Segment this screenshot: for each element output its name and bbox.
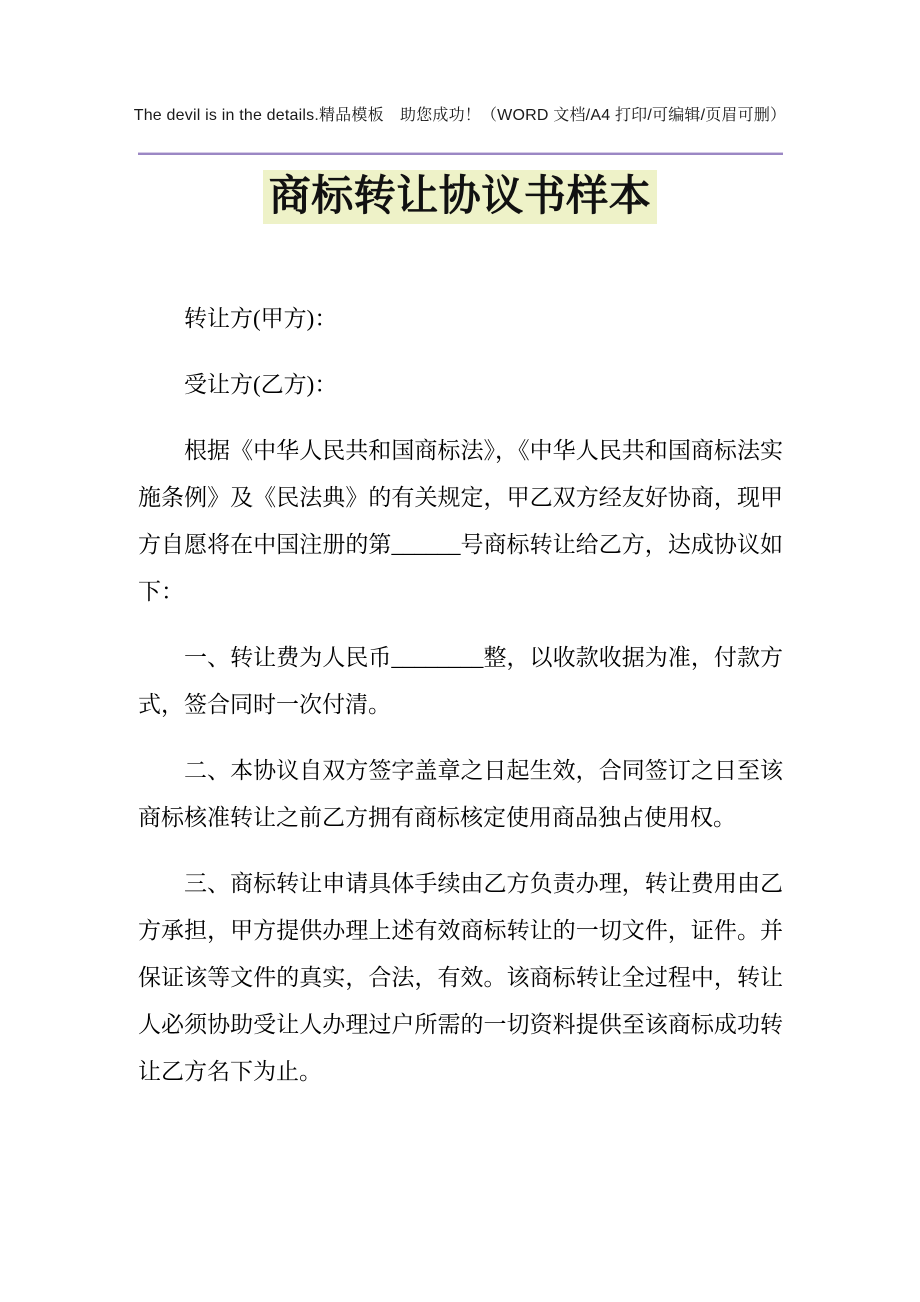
body-paragraph-clause-2: 二、本协议自双方签字盖章之日起生效，合同签订之日至该商标核准转让之前乙方拥有商标核定使用商品独占使用权。 (138, 758, 783, 830)
body-paragraph-transferee: 受让方(乙方)： (184, 372, 338, 397)
body-paragraph-transferor: 转让方(甲方)： (184, 306, 338, 331)
title-row (0, 170, 920, 224)
document-body (138, 295, 783, 1095)
header-text: The devil is in the details.精品模板 助您成功！（WORD 文档/A4 打印/可编辑/页眉可删） (133, 107, 787, 124)
header-divider (138, 152, 783, 155)
body-paragraph-clause-3: 三、商标转让申请具体手续由乙方负责办理，转让费用由乙方承担，甲方提供办理上述有效商标转让的一切文件，证件。并保证该等文件的真实，合法，有效。该商标转让全过程中，转让人必须协助受让人办理过户所需的一切资料提供至该商标成功转让乙方名下为止。 (138, 871, 783, 1084)
page-title: 商标转让协议书样本 (263, 170, 658, 224)
body-paragraph-clause-1: 一、转让费为人民币________整，以收款收据为准，付款方式，签合同时一次付清。 (138, 645, 783, 717)
body-paragraph-preamble: 根据《中华人民共和国商标法》，《中华人民共和国商标法实施条例》及《民法典》的有关规定，甲乙双方经友好协商，现甲方自愿将在中国注册的第______号商标转让给乙方，达成协议如下： (138, 438, 783, 604)
